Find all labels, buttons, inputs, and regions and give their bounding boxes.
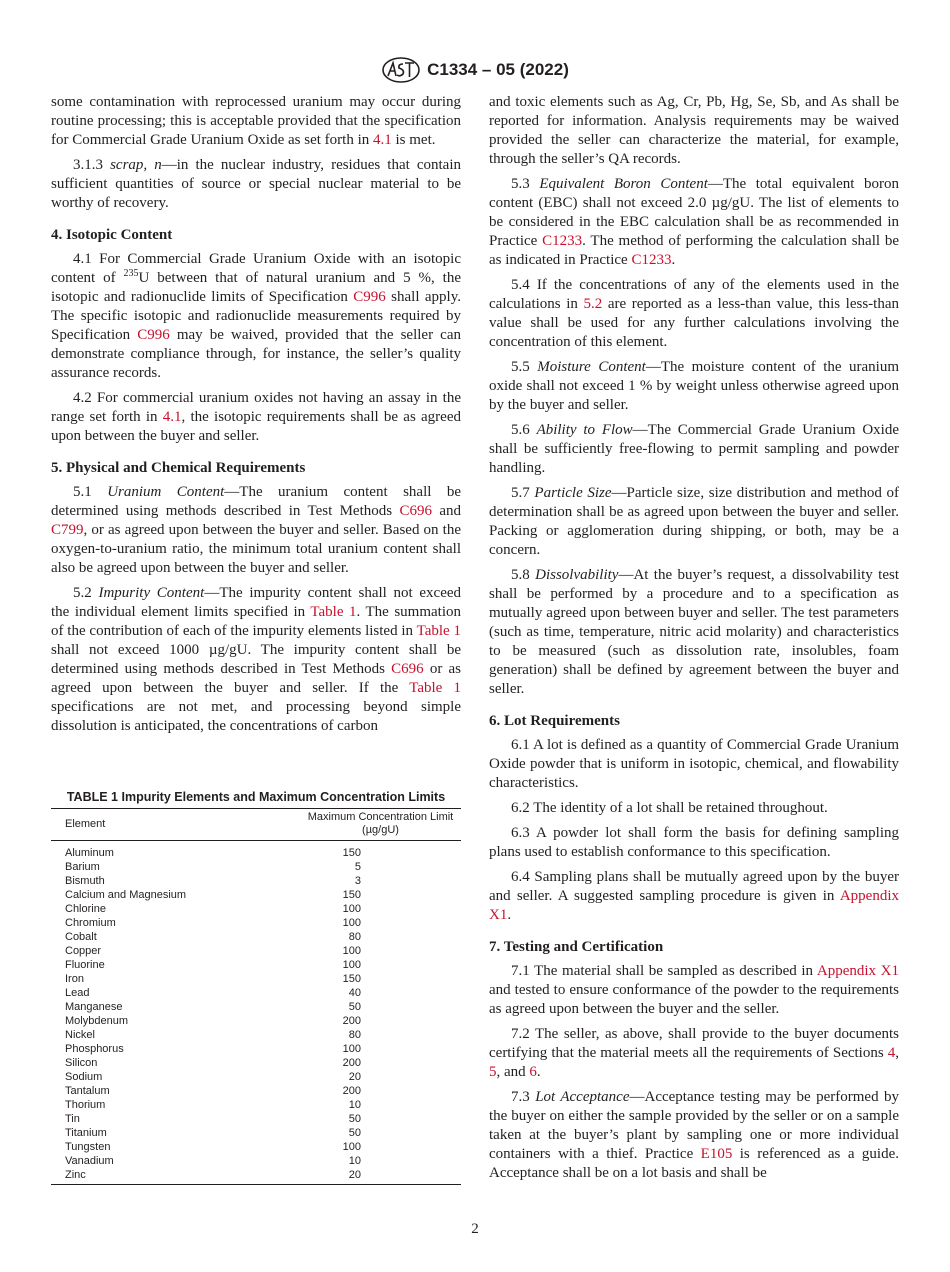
concentration-limit-cell: 100 [342,903,361,915]
ref-link-c696[interactable]: C696 [399,503,432,519]
element-name-cell: Zinc [51,1168,300,1185]
table-row [51,972,461,986]
concentration-limit-cell: 80 [348,931,361,943]
paragraph-7-1: 7.1 The material shall be sampled as described in Appendix X1 and tested to ensure conformance of the powder to the requirements as agreed upon between the buyer and the seller. [489,963,899,1017]
paragraph-6-1: 6.1 A lot is defined as a quantity of Commercial Grade Uranium Oxide powder that is uniform in isotopic, chemical, and flowability characteristics. [489,737,899,791]
element-name-cell: Molybdenum [65,1015,128,1027]
concentration-limit-cell: 150 [342,889,361,901]
element-name-cell: Chlorine [65,903,106,915]
element-name-cell: Tantalum [65,1085,110,1097]
ref-link-c799[interactable]: C799 [51,522,84,538]
ref-link-4-1[interactable]: 4.1 [162,409,182,425]
paragraph-5-3: 5.3 Equivalent Boron Content—The total equivalent boron content (EBC) shall not exceed 2.0 µg/gU. The list of elements to be considered in the EBC calculation shall be as recommended in Practice C1233. The method of performing the calculation shall be as indicated in Practice C1233. [489,176,899,268]
paragraph-3-1-3: 3.1.3 scrap, n—in the nuclear industry, residues that contain sufficient quantities of source or special nuclear material to be worthy of recovery. [51,157,462,211]
table-row [51,1154,461,1168]
ref-link-e105[interactable]: E105 [700,1146,733,1162]
table-row [51,930,461,944]
table-row [51,1168,461,1185]
paragraph-5-6: 5.6 Ability to Flow—The Commercial Grade Uranium Oxide shall be sufficiently free-flowing to permit sampling and powder handling. [489,422,899,476]
element-name-cell: Nickel [65,1029,95,1041]
paragraph-5-4: 5.4 If the concentrations of any of the elements used in the calculations in 5.2 are reported as a less-than value, this less-than value shall be used for any further calculations involving the concentration of this element. [489,277,899,350]
element-name-cell: Bismuth [65,875,105,887]
astm-logo-icon [381,57,421,83]
page-number: 2 [471,1221,479,1237]
concentration-limit-cell: 50 [348,1113,361,1125]
document-designation: C1334 – 05 (2022) [427,60,569,79]
ref-link-c1233[interactable]: C1233 [631,252,672,268]
ref-link-table-1[interactable]: Table 1 [409,680,461,696]
table-row [51,986,461,1000]
concentration-limit-cell: 50 [348,1001,361,1013]
paragraph-continuation: and toxic elements such as Ag, Cr, Pb, Hg, Se, Sb, and As shall be reported for information. Analysis requirements may be waived provided the seller can characterize the material, for example, through the seller’s QA records. [489,94,899,167]
ref-link-5-2[interactable]: 5.2 [583,296,603,312]
page-header [0,56,950,84]
element-name-cell: Lead [65,987,90,999]
paragraph-5-5: 5.5 Moisture Content—The moisture content of the uranium oxide shall not exceed 1 % by weight unless otherwise agreed upon by the buyer and seller. [489,359,899,413]
paragraph-7-3: 7.3 Lot Acceptance—Acceptance testing may be performed by the buyer on either the sample provided by the seller or on a sample taken at the buyer’s plant by sampling one or more individual containers with a thief. Practice E105 is referenced as a guide. Acceptance shall be on a lot basis and shall be [489,1089,900,1181]
element-name-cell: Vanadium [65,1155,114,1167]
paragraph-6-2: 6.2 The identity of a lot shall be retained throughout. [511,800,828,816]
paragraph-7-2: 7.2 The seller, as above, shall provide to the buyer documents certifying that the material meets all the requirements of Sections 4, 5, and 6. [489,1026,899,1080]
column-header-element: Element [51,809,300,841]
concentration-limit-cell: 20 [300,1168,461,1185]
ref-link-c696[interactable]: C696 [391,661,424,677]
element-name-cell: Calcium and Magnesium [65,889,187,901]
concentration-limit-cell: 100 [342,1141,361,1153]
paragraph-continuation: some contamination with reprocessed uranium may occur during routine processing; this is acceptable provided that the specification for Commercial Grade Uranium Oxide as set forth in 4.1 is met. [51,94,461,148]
element-name-cell: Chromium [65,917,116,929]
table-row [51,1028,461,1042]
element-name-cell: Thorium [65,1099,106,1111]
table-row [51,902,461,916]
concentration-limit-cell: 200 [342,1057,361,1069]
ref-link-section-5[interactable]: 5 [489,1064,497,1080]
element-name-cell: Tin [65,1113,80,1125]
paragraph-5-7: 5.7 Particle Size—Particle size, size distribution and method of determination shall be as agreed upon between the buyer and seller. Packing or agglomeration during shipping, or both, may be a concern. [489,485,899,558]
element-name-cell: Titanium [65,1127,107,1139]
paragraph-4-2: 4.2 For commercial uranium oxides not having an assay in the range set forth in 4.1, the isotopic requirements shall be as agreed upon between the buyer and seller. [51,390,461,444]
ref-link-c996[interactable]: C996 [353,289,386,305]
paragraph-5-8: 5.8 Dissolvability—At the buyer’s request, a dissolvability test shall be performed by a procedure and to a specification as mutually agreed upon between buyer and seller. The test parameters (such as time, temperature, nitric acid molarity) and characteristics to be measured (such as dissolution rate, insolubles, foam generation) shall be defined by agreement between the buyer and seller. [489,567,899,697]
paragraph-5-1: 5.1 Uranium Content—The uranium content shall be determined using methods described in Test Methods C696 and C799, or as agreed upon between the buyer and seller. Based on the oxygen-to-uranium ratio, the minimum total uranium content shall also be agreed upon between the buyer and seller. [51,484,461,576]
table-row [51,944,461,958]
concentration-limit-cell: 200 [342,1085,361,1097]
element-name-cell: Tungsten [65,1141,111,1153]
concentration-limit-cell: 10 [348,1099,361,1111]
table-body [51,841,461,1185]
ref-link-c996[interactable]: C996 [137,327,170,343]
table-row [51,958,461,972]
impurity-table-block [51,789,461,1185]
element-name-cell: Silicon [65,1057,98,1069]
ref-link-section-6[interactable]: 6 [529,1064,537,1080]
section-7-heading: 7. Testing and Certification [489,939,664,955]
table-row [51,1056,461,1070]
ref-link-4-1[interactable]: 4.1 [373,132,392,148]
element-name-cell: Barium [65,861,100,873]
concentration-limit-cell: 20 [348,1071,361,1083]
concentration-limit-cell: 80 [348,1029,361,1041]
section-4-heading: 4. Isotopic Content [51,227,173,243]
concentration-limit-cell: 100 [342,959,361,971]
table-row [51,1070,461,1084]
table-row [51,1126,461,1140]
table-row [51,888,461,902]
concentration-limit-cell: 150 [342,973,361,985]
ref-link-appendix-x1[interactable]: Appendix X1 [489,888,899,923]
table-row [51,1140,461,1154]
concentration-limit-cell: 200 [342,1015,361,1027]
impurity-table [51,808,461,1185]
element-name-cell: Sodium [65,1071,103,1083]
ref-link-section-4[interactable]: 4 [887,1045,896,1061]
column-header-limit: Maximum Concentration Limit (µg/gU) [300,809,461,841]
element-name-cell: Copper [65,945,102,957]
paragraph-6-3: 6.3 A powder lot shall form the basis for defining sampling plans used to establish conformance to this specification. [489,825,899,860]
table-row [51,1098,461,1112]
element-name-cell: Iron [65,973,84,985]
element-name-cell: Aluminum [65,847,114,859]
table-header-row [51,809,461,841]
section-6-heading: 6. Lot Requirements [489,713,620,729]
ref-link-c1233[interactable]: C1233 [542,233,583,249]
concentration-limit-cell: 100 [342,917,361,929]
table-row [51,1000,461,1014]
table-row [51,841,461,861]
element-name-cell: Manganese [65,1001,123,1013]
section-5-heading: 5. Physical and Chemical Requirements [51,460,306,476]
table-row [51,1014,461,1028]
table-title: TABLE 1 Impurity Elements and Maximum Concentration Limits [66,790,446,804]
ref-link-table-1[interactable]: Table 1 [416,623,461,639]
concentration-limit-cell: 40 [348,987,361,999]
concentration-limit-cell: 100 [342,1043,361,1055]
concentration-limit-cell: 100 [342,945,361,957]
paragraph-4-1: 4.1 For Commercial Grade Uranium Oxide with an isotopic content of $^{235}$U between that of natural uranium and 5 %, the isotopic and radionuclide limits of Specification C996 shall apply. The specific isotopic and radionuclide measurements required by Specification C996 may be waived, provided that the seller can demonstrate compliance through, for instance, the seller’s quality assurance records. [51,251,462,381]
paragraph-5-2: 5.2 Impurity Content—The impurity content shall not exceed the individual element limits specified in Table 1. The summation of the contribution of each of the impurity elements listed in Table 1 shall not exceed 1000 µg/gU. The impurity content shall be determined using methods described in Test Methods C696 or as agreed upon between the buyer and seller. If the Table 1 specifications are not met, and processing beyond simple dissolution is anticipated, the concentrations of carbon [51,585,462,734]
table-row [51,1084,461,1098]
concentration-limit-cell: 3 [354,875,361,887]
ref-link-appendix-x1[interactable]: Appendix X1 [816,963,899,979]
right-column [489,93,899,1189]
table-row [51,1042,461,1056]
table-row [51,860,461,874]
concentration-limit-cell: 5 [354,861,361,873]
concentration-limit-cell: 50 [348,1127,361,1139]
table-row [51,874,461,888]
ref-link-table-1[interactable]: Table 1 [310,604,357,620]
left-column [51,93,461,742]
paragraph-6-4: 6.4 Sampling plans shall be mutually agreed upon by the buyer and seller. A suggested sampling procedure is given in Appendix X1. [489,869,899,923]
element-name-cell: Phosphorus [65,1043,124,1055]
table-row [51,916,461,930]
concentration-limit-cell: 10 [348,1155,361,1167]
element-name-cell: Cobalt [65,931,97,943]
concentration-limit-cell: 150 [342,847,361,859]
element-name-cell: Fluorine [65,959,105,971]
table-row [51,1112,461,1126]
